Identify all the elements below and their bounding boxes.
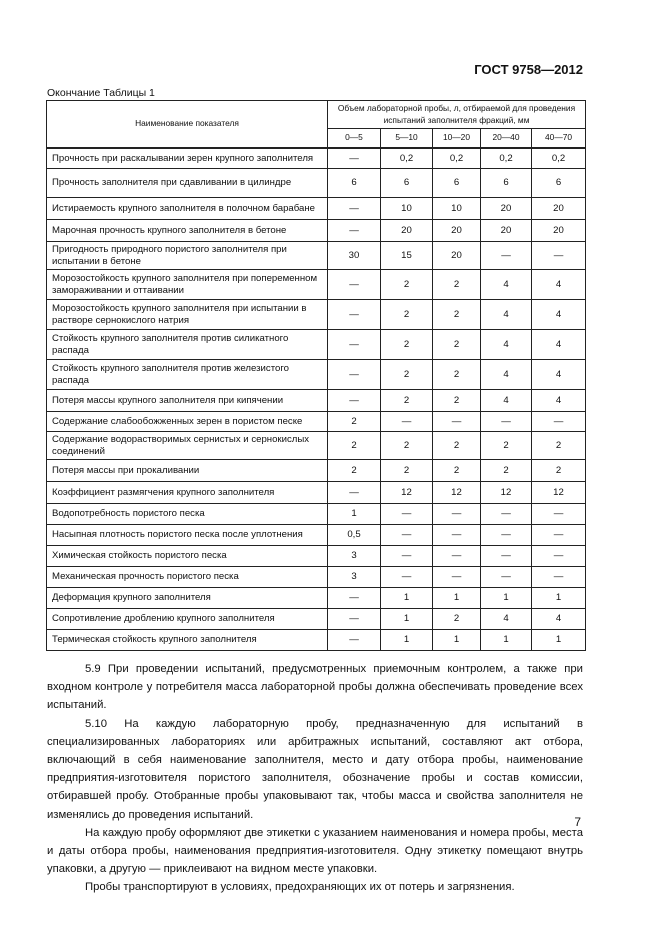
sample-volume-cell: 4 — [532, 330, 586, 360]
sample-volume-cell: — — [433, 504, 481, 525]
fraction-header: 5—10 — [381, 129, 433, 148]
sample-volume-cell: — — [328, 588, 381, 609]
sample-volume-cell: — — [328, 198, 381, 220]
sample-volume-cell: 15 — [381, 242, 433, 270]
column-header-name: Наименование показателя — [47, 101, 328, 148]
sample-volume-cell: — — [328, 390, 381, 412]
fraction-header: 40—70 — [532, 129, 586, 148]
table-row — [47, 412, 586, 432]
sample-volume-cell: 6 — [381, 169, 433, 198]
sample-volume-cell: 0,2 — [481, 148, 532, 169]
sample-volume-cell: 20 — [481, 198, 532, 220]
sample-volume-cell: 2 — [532, 432, 586, 460]
sample-volume-cell: — — [328, 220, 381, 242]
sample-volume-cell: 1 — [481, 630, 532, 651]
sample-volume-cell: 1 — [532, 630, 586, 651]
document-id: ГОСТ 9758—2012 — [474, 62, 583, 77]
sample-volume-cell: 4 — [481, 330, 532, 360]
table-row — [47, 567, 586, 588]
table-row — [47, 525, 586, 546]
table-row — [47, 504, 586, 525]
sample-volume-cell: 2 — [433, 270, 481, 300]
sample-volume-cell: 1 — [532, 588, 586, 609]
sample-volume-cell: 4 — [532, 300, 586, 330]
indicator-name: Химическая стойкость пористого песка — [47, 546, 328, 567]
sample-volume-cell: 2 — [381, 360, 433, 390]
sample-volume-cell: — — [381, 567, 433, 588]
sample-volume-cell: 12 — [381, 482, 433, 504]
sample-volume-cell: 20 — [532, 198, 586, 220]
table-row — [47, 330, 586, 360]
sample-volume-cell: 10 — [381, 198, 433, 220]
indicator-name: Марочная прочность крупного заполнителя в бетоне — [47, 220, 328, 242]
indicator-name: Водопотребность пористого песка — [47, 504, 328, 525]
sample-volume-cell: 20 — [532, 220, 586, 242]
indicator-name: Потеря массы при прокаливании — [47, 460, 328, 482]
sample-volume-cell: 2 — [328, 412, 381, 432]
indicator-name: Прочность заполнителя при сдавливании в цилиндре — [47, 169, 328, 198]
sample-volume-cell: — — [433, 412, 481, 432]
sample-volume-cell: — — [328, 330, 381, 360]
sample-volume-cell: — — [532, 567, 586, 588]
sample-volume-cell: 20 — [433, 220, 481, 242]
sample-volume-cell: 6 — [532, 169, 586, 198]
table-row — [47, 432, 586, 460]
sample-volume-cell: — — [532, 412, 586, 432]
sample-volume-cell: — — [328, 482, 381, 504]
sample-volume-cell: 2 — [433, 432, 481, 460]
indicator-name: Термическая стойкость крупного заполнителя — [47, 630, 328, 651]
sample-volume-cell: 4 — [532, 360, 586, 390]
sample-volume-cell: — — [433, 525, 481, 546]
sample-volume-cell: — — [481, 567, 532, 588]
sample-volume-cell: — — [532, 504, 586, 525]
sample-volume-cell: — — [481, 546, 532, 567]
sample-volume-cell: 3 — [328, 567, 381, 588]
fraction-header: 20—40 — [481, 129, 532, 148]
sample-volume-cell: 10 — [433, 198, 481, 220]
sample-volume-cell: 0,2 — [532, 148, 586, 169]
sample-volume-cell: 4 — [481, 300, 532, 330]
table-row — [47, 220, 586, 242]
indicator-name: Стойкость крупного заполнителя против силикатного распада — [47, 330, 328, 360]
indicator-name: Морозостойкость крупного заполнителя при попеременном замораживании и оттаивании — [47, 270, 328, 300]
indicator-name: Сопротивление дроблению крупного заполнителя — [47, 609, 328, 630]
sample-volume-cell: 0,5 — [328, 525, 381, 546]
sample-volume-cell: — — [481, 242, 532, 270]
sample-volume-cell: — — [328, 148, 381, 169]
sample-volume-cell: — — [328, 360, 381, 390]
indicator-name: Стойкость крупного заполнителя против железистого распада — [47, 360, 328, 390]
indicator-name: Механическая прочность пористого песка — [47, 567, 328, 588]
sample-volume-cell: — — [328, 300, 381, 330]
sample-volume-cell: — — [481, 525, 532, 546]
sample-volume-cell: — — [433, 567, 481, 588]
table-row — [47, 588, 586, 609]
paragraph: 5.10 На каждую лабораторную пробу, предназначенную для испытаний в специализированных лабораториях или арбитражных испытаний, составляют акт отбора, включающий в себя наименование заполнителя, место и дату отбора пробы, наименование предприятия-изготовителя пористого заполнителя, обозначение пробы и состав комиссии, отбиравшей пробу. Отобранные пробы упаковывают так, чтобы масса и свойства заполнителя не изменялись до проведения испытаний. — [47, 717, 583, 821]
paragraph: 5.9 При проведении испытаний, предусмотренных приемочным контролем, а также при входном контроле у потребителя масса лабораторной пробы должна обеспечивать проведение всех испытаний. — [47, 663, 583, 712]
fraction-header: 10—20 — [433, 129, 481, 148]
paragraph: На каждую пробу оформляют две этикетки с указанием наименования и номера пробы, места и даты отбора пробы, наименования предприятия-изготовителя. Одну этикетку помещают внутрь упаковки, а другую — приклеивают на видном месте упаковки. — [47, 826, 583, 876]
sample-volume-cell: 2 — [381, 432, 433, 460]
sample-volume-cell: 2 — [381, 460, 433, 482]
sample-volume-cell: 4 — [532, 270, 586, 300]
sample-volume-cell: — — [328, 609, 381, 630]
sample-volume-cell: 2 — [328, 432, 381, 460]
sample-volume-cell: — — [381, 546, 433, 567]
sample-volume-cell: 2 — [433, 300, 481, 330]
sample-volume-cell: 1 — [481, 588, 532, 609]
sample-volume-cell: 1 — [328, 504, 381, 525]
sample-volume-cell: 2 — [481, 460, 532, 482]
fraction-header: 0—5 — [328, 129, 381, 148]
sample-volume-cell: 2 — [433, 360, 481, 390]
sample-volume-cell: 2 — [328, 460, 381, 482]
sample-volume-cell: 1 — [381, 609, 433, 630]
sample-volume-cell: 2 — [481, 432, 532, 460]
sample-volume-cell: — — [433, 546, 481, 567]
sample-volume-cell: 6 — [328, 169, 381, 198]
data-table — [46, 100, 586, 651]
sample-volume-cell: — — [532, 546, 586, 567]
indicator-name: Потеря массы крупного заполнителя при кипячении — [47, 390, 328, 412]
sample-volume-cell: 1 — [433, 588, 481, 609]
sample-volume-cell: 0,2 — [381, 148, 433, 169]
sample-volume-cell: — — [481, 412, 532, 432]
sample-volume-cell: 2 — [532, 460, 586, 482]
sample-volume-cell: 2 — [433, 609, 481, 630]
table-row — [47, 198, 586, 220]
indicator-name: Прочность при раскалывании зерен крупного заполнителя — [47, 148, 328, 169]
sample-volume-cell: 12 — [481, 482, 532, 504]
sample-volume-cell: 4 — [481, 270, 532, 300]
paragraph: Пробы транспортируют в условиях, предохраняющих их от потерь и загрязнения. — [85, 881, 515, 894]
table-row — [47, 242, 586, 270]
body-text — [47, 660, 583, 897]
table-row — [47, 148, 586, 169]
sample-volume-cell: — — [328, 270, 381, 300]
sample-volume-cell: 4 — [481, 609, 532, 630]
indicator-name: Деформация крупного заполнителя — [47, 588, 328, 609]
indicator-name: Насыпная плотность пористого песка после уплотнения — [47, 525, 328, 546]
indicator-name: Пригодность природного пористого заполнителя при испытании в бетоне — [47, 242, 328, 270]
indicator-name: Морозостойкость крупного заполнителя при испытании в растворе сернокислого натрия — [47, 300, 328, 330]
indicator-name: Содержание водорастворимых сернистых и сернокислых соединений — [47, 432, 328, 460]
table-caption: Окончание Таблицы 1 — [47, 87, 155, 99]
table-row — [47, 360, 586, 390]
sample-volume-cell: 4 — [481, 390, 532, 412]
sample-volume-cell: 6 — [433, 169, 481, 198]
sample-volume-cell: 4 — [532, 609, 586, 630]
table-row — [47, 630, 586, 651]
indicator-name: Содержание слабообожженных зерен в пористом песке — [47, 412, 328, 432]
table-row — [47, 609, 586, 630]
table-row — [47, 546, 586, 567]
sample-volume-cell: — — [381, 504, 433, 525]
sample-volume-cell: 2 — [381, 270, 433, 300]
sample-volume-cell: — — [532, 525, 586, 546]
table-row — [47, 300, 586, 330]
sample-volume-cell: 20 — [481, 220, 532, 242]
table-row — [47, 169, 586, 198]
indicator-name: Коэффициент размягчения крупного заполнителя — [47, 482, 328, 504]
sample-volume-cell: 1 — [381, 588, 433, 609]
sample-volume-cell: — — [481, 504, 532, 525]
sample-volume-cell: 1 — [381, 630, 433, 651]
sample-volume-cell: 12 — [433, 482, 481, 504]
table-row — [47, 460, 586, 482]
sample-volume-cell: 2 — [433, 460, 481, 482]
sample-volume-cell: 2 — [433, 390, 481, 412]
sample-volume-cell: 3 — [328, 546, 381, 567]
table-row — [47, 390, 586, 412]
sample-volume-cell: — — [328, 630, 381, 651]
sample-volume-cell: 4 — [481, 360, 532, 390]
sample-volume-cell: 2 — [381, 390, 433, 412]
sample-volume-cell: 20 — [433, 242, 481, 270]
sample-volume-cell: 2 — [433, 330, 481, 360]
sample-volume-cell: 2 — [381, 330, 433, 360]
indicator-name: Истираемость крупного заполнителя в полочном барабане — [47, 198, 328, 220]
table-row — [47, 270, 586, 300]
sample-volume-cell: — — [381, 412, 433, 432]
sample-volume-cell: 1 — [433, 630, 481, 651]
sample-volume-cell: — — [532, 242, 586, 270]
sample-volume-cell: 20 — [381, 220, 433, 242]
column-group-header: Объем лабораторной пробы, л, отбираемой для проведения испытаний заполнителя фракций, мм — [328, 101, 586, 129]
sample-volume-cell: 0,2 — [433, 148, 481, 169]
sample-volume-cell: 2 — [381, 300, 433, 330]
page-number: 7 — [574, 815, 581, 829]
table-row — [47, 482, 586, 504]
sample-volume-cell: 6 — [481, 169, 532, 198]
sample-volume-cell: — — [381, 525, 433, 546]
sample-volume-cell: 12 — [532, 482, 586, 504]
sample-volume-cell: 30 — [328, 242, 381, 270]
sample-volume-cell: 4 — [532, 390, 586, 412]
